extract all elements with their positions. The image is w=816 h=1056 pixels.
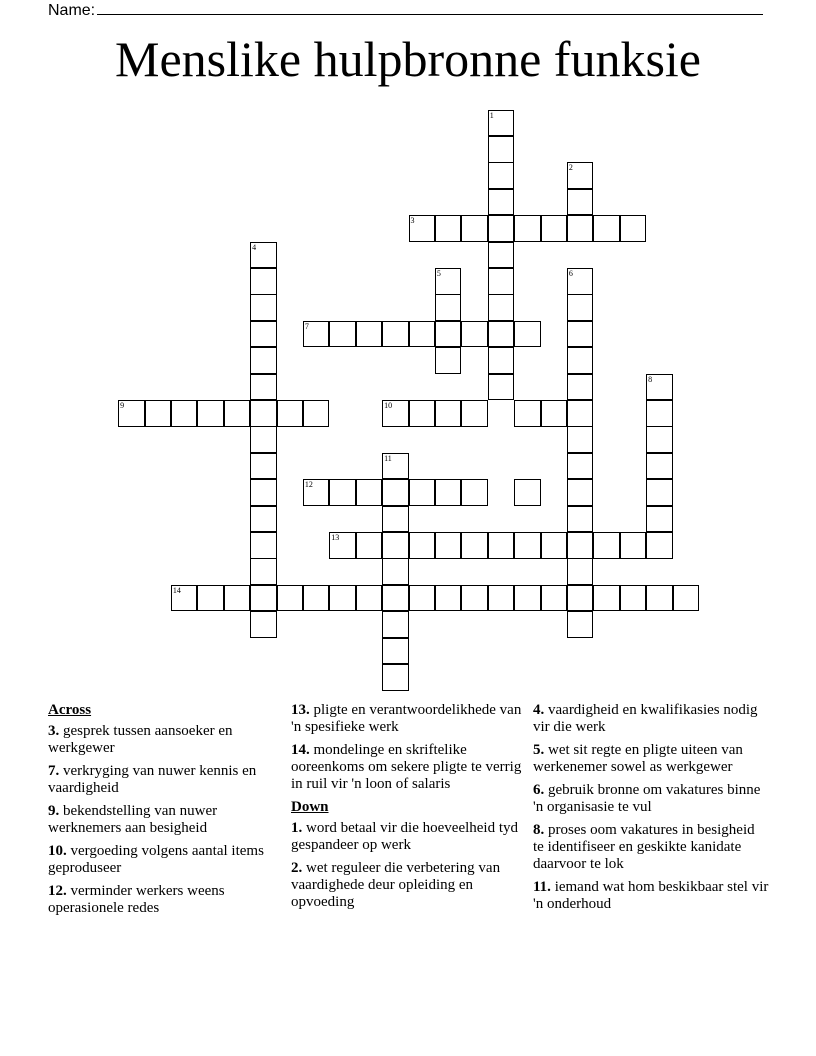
clue-text: iemand wat hom beskikbaar stel vir 'n onderhoud	[533, 879, 769, 912]
crossword-cell[interactable]	[382, 506, 409, 533]
crossword-cell[interactable]	[250, 400, 277, 427]
crossword-cell[interactable]	[488, 294, 515, 321]
clue-text: vergoeding volgens aantal items geproduseer	[48, 843, 264, 876]
clues-column-3	[533, 702, 769, 919]
crossword-cell[interactable]	[382, 532, 409, 559]
crossword-cell[interactable]	[488, 189, 515, 216]
crossword-cell[interactable]	[488, 162, 515, 189]
cell-number: 13	[331, 533, 340, 542]
clue-number: 9.	[48, 803, 60, 819]
crossword-cell[interactable]	[488, 110, 515, 137]
cell-number: 6	[568, 269, 573, 278]
crossword-cell[interactable]	[409, 215, 436, 242]
crossword-cell[interactable]	[673, 585, 700, 612]
down-heading: Down	[291, 799, 329, 815]
clue-across-14	[291, 742, 529, 793]
name-label: Name:	[48, 2, 96, 19]
crossword-cell[interactable]	[250, 294, 277, 321]
clue-across-3	[48, 723, 280, 757]
crossword-cell[interactable]	[197, 400, 224, 427]
crossword-cell[interactable]	[541, 400, 568, 427]
crossword-cell[interactable]	[567, 294, 594, 321]
crossword-cell[interactable]	[382, 321, 409, 348]
crossword-cell[interactable]	[435, 321, 462, 348]
clue-number: 7.	[48, 763, 60, 779]
crossword-cell[interactable]	[435, 268, 462, 295]
clue-across-10	[48, 843, 280, 877]
crossword-cell[interactable]	[250, 611, 277, 638]
crossword-cell[interactable]	[382, 664, 409, 691]
crossword-cell[interactable]	[409, 400, 436, 427]
crossword-cell[interactable]	[488, 585, 515, 612]
crossword-cell[interactable]	[541, 585, 568, 612]
crossword-cell[interactable]	[250, 321, 277, 348]
crossword-cell[interactable]	[409, 532, 436, 559]
crossword-cell[interactable]	[593, 215, 620, 242]
crossword-cell[interactable]	[646, 506, 673, 533]
clue-number: 6.	[533, 782, 545, 798]
crossword-cell[interactable]	[567, 479, 594, 506]
crossword-cell[interactable]	[382, 479, 409, 506]
clue-down-8	[533, 822, 769, 873]
crossword-cell[interactable]	[567, 506, 594, 533]
crossword-cell[interactable]	[567, 532, 594, 559]
clue-text: wet reguleer die verbetering van vaardighede deur opleiding en opvoeding	[291, 860, 501, 910]
clue-across-12	[48, 883, 280, 917]
crossword-cell[interactable]	[250, 453, 277, 480]
cell-number: 3	[410, 216, 415, 226]
crossword-cell[interactable]	[488, 374, 515, 401]
crossword-cell[interactable]	[118, 400, 145, 427]
crossword-cell[interactable]	[514, 321, 541, 348]
page-title: Menslike hulpbronne funksie	[114, 31, 701, 87]
crossword-cell[interactable]	[250, 426, 277, 453]
crossword-cell[interactable]	[646, 479, 673, 506]
crossword-cell[interactable]	[250, 532, 277, 559]
crossword-cell[interactable]	[382, 638, 409, 665]
crossword-cell[interactable]	[567, 453, 594, 480]
crossword-cell[interactable]	[646, 585, 673, 612]
cell-number: 7	[304, 321, 309, 331]
crossword-cell[interactable]	[329, 532, 356, 559]
clue-down-5	[533, 742, 769, 776]
cell-number: 4	[252, 242, 257, 252]
cell-number: 9	[120, 401, 125, 410]
crossword-cell[interactable]	[171, 585, 198, 612]
crossword-cell[interactable]	[461, 532, 488, 559]
crossword-cell[interactable]	[488, 215, 515, 242]
crossword-cell[interactable]	[541, 215, 568, 242]
across-heading: Across	[48, 702, 92, 718]
clue-text: word betaal vir die hoeveelheid tyd gespandeer op werk	[291, 820, 519, 853]
crossword-cell[interactable]	[145, 400, 172, 427]
crossword-cell[interactable]	[514, 400, 541, 427]
crossword-cell[interactable]	[514, 532, 541, 559]
crossword-cell[interactable]	[224, 585, 251, 612]
clue-text: verminder werkers weens operasionele redes	[48, 883, 225, 916]
clue-text: gesprek tussen aansoeker en werkgewer	[48, 723, 233, 756]
crossword-cell[interactable]	[567, 162, 594, 189]
clue-number: 10.	[48, 843, 67, 859]
crossword-cell[interactable]	[277, 585, 304, 612]
crossword-cell[interactable]	[250, 479, 277, 506]
clue-number: 8.	[533, 822, 545, 838]
clue-down-11	[533, 879, 769, 913]
crossword-cell[interactable]	[646, 453, 673, 480]
crossword-cell[interactable]	[303, 585, 330, 612]
cell-number: 8	[648, 374, 653, 384]
crossword-cell[interactable]	[541, 532, 568, 559]
clue-number: 4.	[533, 702, 545, 718]
crossword-cell[interactable]	[382, 453, 409, 480]
clue-text: gebruik bronne om vakatures binne 'n organisasie te vul	[533, 782, 761, 815]
clue-text: verkryging van nuwer kennis en vaardigheid	[48, 763, 257, 796]
crossword-cell[interactable]	[277, 400, 304, 427]
crossword-cell[interactable]	[620, 585, 647, 612]
crossword-cell[interactable]	[382, 611, 409, 638]
crossword-cell[interactable]	[250, 585, 277, 612]
clue-number: 5.	[533, 742, 545, 758]
crossword-cell[interactable]	[567, 558, 594, 585]
clue-text: pligte en verantwoordelikhede van 'n spesifieke werk	[291, 702, 522, 735]
crossword-cell[interactable]	[435, 347, 462, 374]
crossword-cell[interactable]	[409, 585, 436, 612]
cell-number: 10	[384, 401, 393, 410]
crossword-cell[interactable]	[567, 611, 594, 638]
crossword-cell[interactable]	[567, 189, 594, 216]
crossword-cell[interactable]	[567, 268, 594, 295]
crossword-cell[interactable]	[250, 242, 277, 269]
clue-number: 14.	[291, 742, 310, 758]
clue-text: mondelinge en skriftelike ooreenkoms om sekere pligte te verrig in ruil vir 'n loon of salaris	[291, 742, 522, 792]
clue-down-2	[291, 860, 529, 911]
crossword-cell[interactable]	[461, 585, 488, 612]
crossword-cell[interactable]	[382, 400, 409, 427]
crossword-cell[interactable]	[646, 532, 673, 559]
crossword-cell[interactable]	[435, 585, 462, 612]
crossword-cell[interactable]	[356, 321, 383, 348]
crossword-cell[interactable]	[461, 321, 488, 348]
clues-column-2	[291, 702, 529, 917]
clue-text: wet sit regte en pligte uiteen van werkenemer sowel as werkgewer	[533, 742, 743, 775]
crossword-cell[interactable]	[514, 215, 541, 242]
crossword-cell[interactable]	[356, 479, 383, 506]
crossword-cell[interactable]	[409, 479, 436, 506]
crossword-cell[interactable]	[567, 347, 594, 374]
crossword-cell[interactable]	[461, 400, 488, 427]
crossword-cell[interactable]	[488, 347, 515, 374]
cell-number: 2	[568, 163, 573, 173]
crossword-cell[interactable]	[646, 374, 673, 401]
clue-text: vaardigheid en kwalifikasies nodig vir die werk	[533, 702, 758, 735]
crossword-cell[interactable]	[303, 479, 330, 506]
crossword-cell[interactable]	[567, 215, 594, 242]
crossword-cell[interactable]	[250, 506, 277, 533]
crossword-cell[interactable]	[409, 321, 436, 348]
crossword-cell[interactable]	[197, 585, 224, 612]
crossword-cell[interactable]	[303, 400, 330, 427]
crossword-cell[interactable]	[250, 268, 277, 295]
crossword-cell[interactable]	[435, 400, 462, 427]
crossword-cell[interactable]	[514, 479, 541, 506]
crossword-cell[interactable]	[567, 321, 594, 348]
crossword-cell[interactable]	[329, 321, 356, 348]
clue-down-4	[533, 702, 769, 736]
crossword-cell[interactable]	[250, 347, 277, 374]
cell-number: 11	[384, 453, 392, 463]
crossword-cell[interactable]	[567, 585, 594, 612]
crossword-cell[interactable]	[488, 242, 515, 269]
clue-number: 12.	[48, 883, 67, 899]
crossword-cell[interactable]	[329, 585, 356, 612]
crossword-cell[interactable]	[171, 400, 198, 427]
clue-number: 11.	[533, 879, 551, 895]
clue-number: 13.	[291, 702, 310, 718]
crossword-cell[interactable]	[382, 585, 409, 612]
crossword-cell[interactable]	[461, 215, 488, 242]
crossword-cell[interactable]	[224, 400, 251, 427]
crossword-cell[interactable]	[620, 215, 647, 242]
clue-across-7	[48, 763, 280, 797]
clue-down-6	[533, 782, 769, 816]
cell-number: 14	[172, 585, 181, 595]
crossword-cell[interactable]	[567, 426, 594, 453]
crossword-cell[interactable]	[593, 585, 620, 612]
crossword-cell[interactable]	[250, 558, 277, 585]
crossword-cell[interactable]	[382, 558, 409, 585]
cell-number: 1	[489, 110, 494, 120]
crossword-cell[interactable]	[567, 400, 594, 427]
crossword-cell[interactable]	[461, 479, 488, 506]
crossword-cell[interactable]	[567, 374, 594, 401]
crossword-cell[interactable]	[620, 532, 647, 559]
clue-text: proses oom vakatures in besigheid te identifiseer en geskikte kanidate daarvoor te lok	[533, 822, 755, 872]
clue-down-1	[291, 820, 529, 854]
cell-number: 12	[304, 480, 313, 490]
crossword-cell[interactable]	[435, 294, 462, 321]
clue-across-9	[48, 803, 280, 837]
crossword-cell[interactable]	[435, 215, 462, 242]
crossword-cell[interactable]	[488, 321, 515, 348]
crossword-cell[interactable]	[356, 585, 383, 612]
clue-across-13	[291, 702, 529, 736]
crossword-cell[interactable]	[646, 400, 673, 427]
crossword-cell[interactable]	[435, 532, 462, 559]
crossword-cell[interactable]	[250, 374, 277, 401]
crossword-cell[interactable]	[329, 479, 356, 506]
clue-number: 1.	[291, 820, 303, 836]
crossword-cell[interactable]	[435, 479, 462, 506]
crossword-cell[interactable]	[356, 532, 383, 559]
cell-number: 5	[436, 269, 441, 278]
crossword-cell[interactable]	[514, 585, 541, 612]
crossword-cell[interactable]	[593, 532, 620, 559]
crossword-cell[interactable]	[488, 136, 515, 163]
crossword-cell[interactable]	[303, 321, 330, 348]
clue-number: 2.	[291, 860, 303, 876]
crossword-cell[interactable]	[488, 532, 515, 559]
clue-number: 3.	[48, 723, 60, 739]
crossword-cell[interactable]	[488, 268, 515, 295]
clue-text: bekendstelling van nuwer werknemers aan besigheid	[48, 803, 218, 836]
clues-column-1	[48, 702, 280, 923]
crossword-cell[interactable]	[646, 426, 673, 453]
